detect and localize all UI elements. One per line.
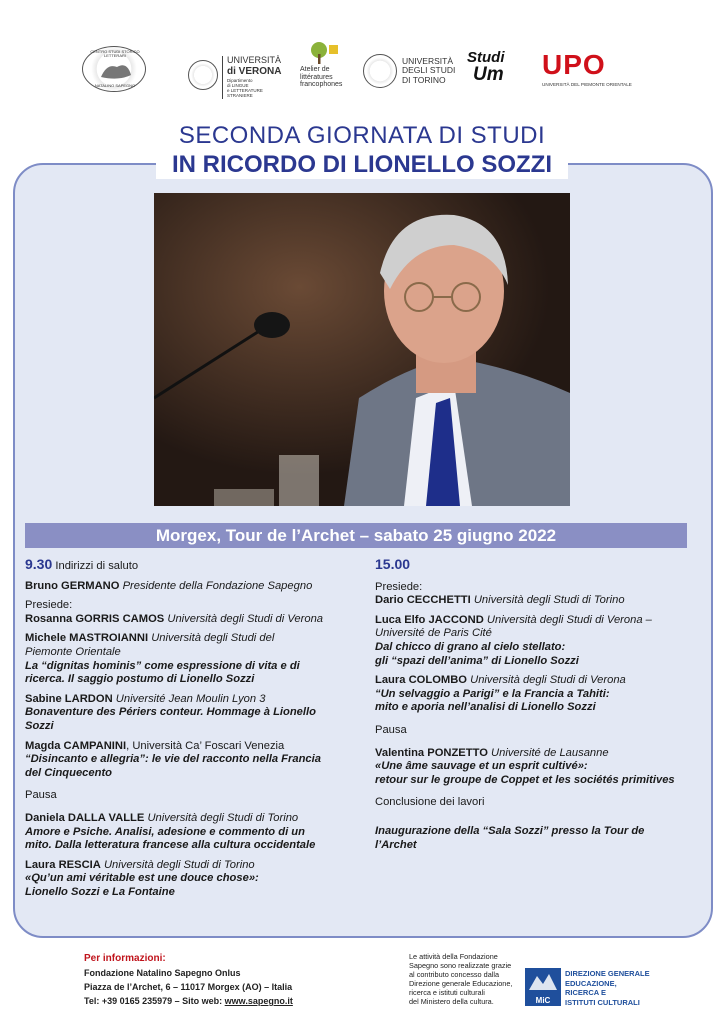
studium-line1: Studi: [467, 49, 505, 66]
mic-line3: RICERCA E: [565, 988, 606, 997]
speaker-affiliation: Université de Lausanne: [491, 746, 609, 759]
speaker-name: Daniela DALLA VALLE: [25, 811, 145, 824]
upo-wordmark: UPO: [542, 49, 606, 80]
upo-subtitle: UNIVERSITÀ DEL PIEMONTE ORIENTALE: [542, 82, 632, 87]
org-name: Fondazione Natalino Sapegno Onlus: [84, 968, 241, 978]
speaker-affiliation: Università degli Studi di Verona –: [486, 613, 652, 626]
portrait-photo: [154, 193, 570, 506]
page-title-line1: SECONDA GIORNATA DI STUDI: [178, 122, 546, 149]
funding-note-line4: Direzione generale Educazione,: [409, 979, 513, 988]
chair-label: Presiede:: [25, 599, 73, 612]
mic-logo-icon: [525, 968, 561, 1006]
speaker-affiliation: Università degli Studi di Verona: [470, 674, 626, 687]
morning-time-row: [25, 558, 360, 574]
talk-title-line1: Amore e Psiche. Analisi, adesione e commento di un: [25, 825, 305, 838]
atelier-line3: francophones: [300, 81, 343, 89]
speaker-affiliation-cont: Piemonte Orientale: [25, 645, 121, 658]
atelier-line1: Atelier de: [300, 66, 330, 73]
talk-title-line2: gli “spazi dell’anima” di Lionello Sozzi: [375, 654, 579, 667]
speaker-name: Luca Elfo JACCOND: [375, 613, 484, 626]
chair-name: Rosanna GORRIS CAMOS: [25, 612, 165, 625]
atelier-logo: [300, 40, 346, 89]
talk-title-line1: «Qu’un ami véritable est une douce chose»:: [25, 872, 259, 885]
verona-dept-line1: Dipartimento: [227, 77, 253, 83]
closing-label: Conclusione dei lavori: [375, 796, 485, 809]
portrait-illustration: [154, 193, 570, 506]
chair-label: Presiede:: [375, 580, 423, 593]
verona-dept-line3: e LETTERATURE STRANIERE: [227, 87, 263, 98]
org-contact: [84, 994, 384, 1008]
afternoon-session: [375, 558, 710, 852]
chair-entry: [25, 613, 360, 627]
funding-note: [409, 952, 527, 1006]
talk-entry: [25, 859, 360, 900]
mic-line4: ISTITUTI CULTURALI: [565, 997, 640, 1007]
talk-title-line2: Lionello Sozzi e La Fontaine: [25, 885, 175, 898]
centro-studi-subname: NATALINO SAPEGNO: [94, 83, 136, 88]
event-date-bar: Morgex, Tour de l’Archet – sabato 25 giugno 2022: [25, 523, 687, 548]
mic-line2: EDUCAZIONE,: [565, 978, 617, 988]
chair-affiliation: Università degli Studi di Verona: [167, 612, 324, 625]
speaker-role: Presidente della Fondazione Sapegno: [122, 579, 313, 592]
chair-affiliation: Università degli Studi di Torino: [473, 594, 625, 607]
torino-seal-icon: [363, 54, 397, 88]
speaker-name: Magda CAMPANINI: [25, 739, 127, 752]
talk-entry: [25, 740, 360, 781]
speaker-affiliation-cont: Université de Paris Cité: [375, 627, 492, 640]
talk-title-line1: «Une âme sauvage et un esprit cultivé»:: [375, 760, 588, 773]
speaker-name: Sabine LARDON: [25, 692, 113, 705]
morning-session: [25, 558, 360, 899]
funding-note-line2: Sapegno sono realizzate grazie: [409, 961, 512, 970]
inauguration-line1: Inaugurazione della “Sala Sozzi” presso la Tour de: [375, 824, 645, 837]
torino-logo-text: [402, 57, 462, 85]
logo-row: [0, 40, 724, 110]
talk-title-line1: Bonaventure des Périers conteur. Hommage à Lionello: [25, 706, 316, 719]
studium-line2: Um: [473, 64, 504, 85]
centro-studi-name: CENTRO STUDI STORICO LETTERARI: [90, 49, 140, 59]
speaker-affiliation: , Università Ca’ Foscari Venezia: [126, 739, 285, 752]
talk-title-line2: mito. Dalla letteratura francese alla cultura occidentale: [25, 839, 316, 852]
speaker-name: Valentina PONZETTO: [375, 746, 488, 759]
pause-label: Pausa: [375, 723, 407, 736]
upo-logo: [542, 50, 642, 87]
verona-dept-line2: di LINGUE: [227, 82, 249, 88]
page-title-line2: IN RICORDO DI LIONELLO SOZZI: [156, 151, 568, 179]
speaker-name: Michele MASTROIANNI: [25, 632, 149, 645]
atelier-line2: littératures: [300, 73, 333, 81]
talk-title-line1: “Disincanto e allegria”: le vie del racconto nella Francia: [25, 753, 321, 766]
speaker-affiliation: Università degli Studi di Torino: [147, 811, 299, 824]
funding-note-line1: Le attività della Fondazione: [409, 952, 498, 961]
studium-logo: [467, 50, 519, 84]
centro-studi-logo: [82, 46, 146, 92]
talk-entry: [25, 812, 360, 853]
inauguration-line2: l’Archet: [375, 838, 417, 851]
speaker-name: Laura COLOMBO: [375, 674, 467, 687]
speaker-affiliation: Università degli Studi di Torino: [103, 858, 255, 871]
speaker-affiliation: Université Jean Moulin Lyon 3: [115, 692, 266, 705]
website-link[interactable]: www.sapegno.it: [224, 996, 293, 1006]
talk-entry: [375, 747, 710, 788]
morning-time: 9.30: [25, 556, 53, 572]
org-address: Piazza de l’Archet, 6 – 11017 Morgex (AO) – Italia: [84, 982, 293, 992]
torino-line1: UNIVERSITÀ: [402, 56, 454, 66]
talk-title-line2: retour sur le groupe de Coppet et les sociétés primitives: [375, 773, 675, 786]
mic-directorate: [565, 969, 675, 1007]
info-heading: Per informazioni:: [84, 953, 166, 964]
funding-note-line3: al contributo concesso dalla: [409, 970, 500, 979]
pause-label: Pausa: [25, 789, 57, 802]
speaker-name: Laura RESCIA: [25, 858, 101, 871]
greeting-entry: [25, 580, 360, 594]
funding-note-line6: del Ministero della cultura.: [409, 997, 494, 1006]
talk-title-line2: del Cinquecento: [25, 766, 113, 779]
talk-title-line2: mito e aporia nell’analisi di Lionello Sozzi: [375, 701, 596, 714]
chair-entry: [375, 594, 710, 608]
talk-title-line1: “Un selvaggio a Parigi” e la Francia a Tahiti:: [375, 687, 610, 700]
verona-logo-text: [222, 56, 284, 99]
funding-note-line5: ricerca e istituti culturali: [409, 988, 485, 997]
verona-name-label: di VERONA: [227, 65, 282, 77]
talk-entry: [25, 693, 360, 734]
talk-entry: [375, 674, 710, 715]
mic-line1: DIREZIONE GENERALE: [565, 969, 650, 978]
mic-label: MiC: [535, 996, 551, 1005]
talk-entry: [375, 614, 710, 668]
contact-info: [84, 952, 384, 1008]
talk-title-line2: ricerca. Il saggio postumo di Lionello Sozzi: [25, 673, 255, 686]
afternoon-time: 15.00: [375, 556, 411, 572]
chair-name: Dario CECCHETTI: [375, 594, 471, 607]
torino-line3: DI TORINO: [402, 74, 446, 85]
verona-seal-icon: [188, 60, 218, 90]
talk-entry: [25, 632, 360, 686]
talk-title-line1: Dal chicco di grano al cielo stellato:: [375, 640, 566, 653]
talk-title-line1: La “dignitas hominis” come espressione di vita e di: [25, 659, 300, 672]
verona-univ-label: UNIVERSITÀ: [227, 55, 282, 65]
speaker-affiliation: Università degli Studi del: [151, 632, 275, 645]
tree-icon: [306, 40, 340, 66]
morning-time-note: Indirizzi di saluto: [55, 560, 139, 572]
talk-title-line2: Sozzi: [25, 719, 54, 732]
contact-prefix: Tel: +39 0165 235979 – Sito web:: [84, 996, 225, 1006]
torino-line2: DEGLI STUDI: [402, 65, 456, 76]
speaker-name: Bruno GERMANO: [25, 579, 120, 592]
